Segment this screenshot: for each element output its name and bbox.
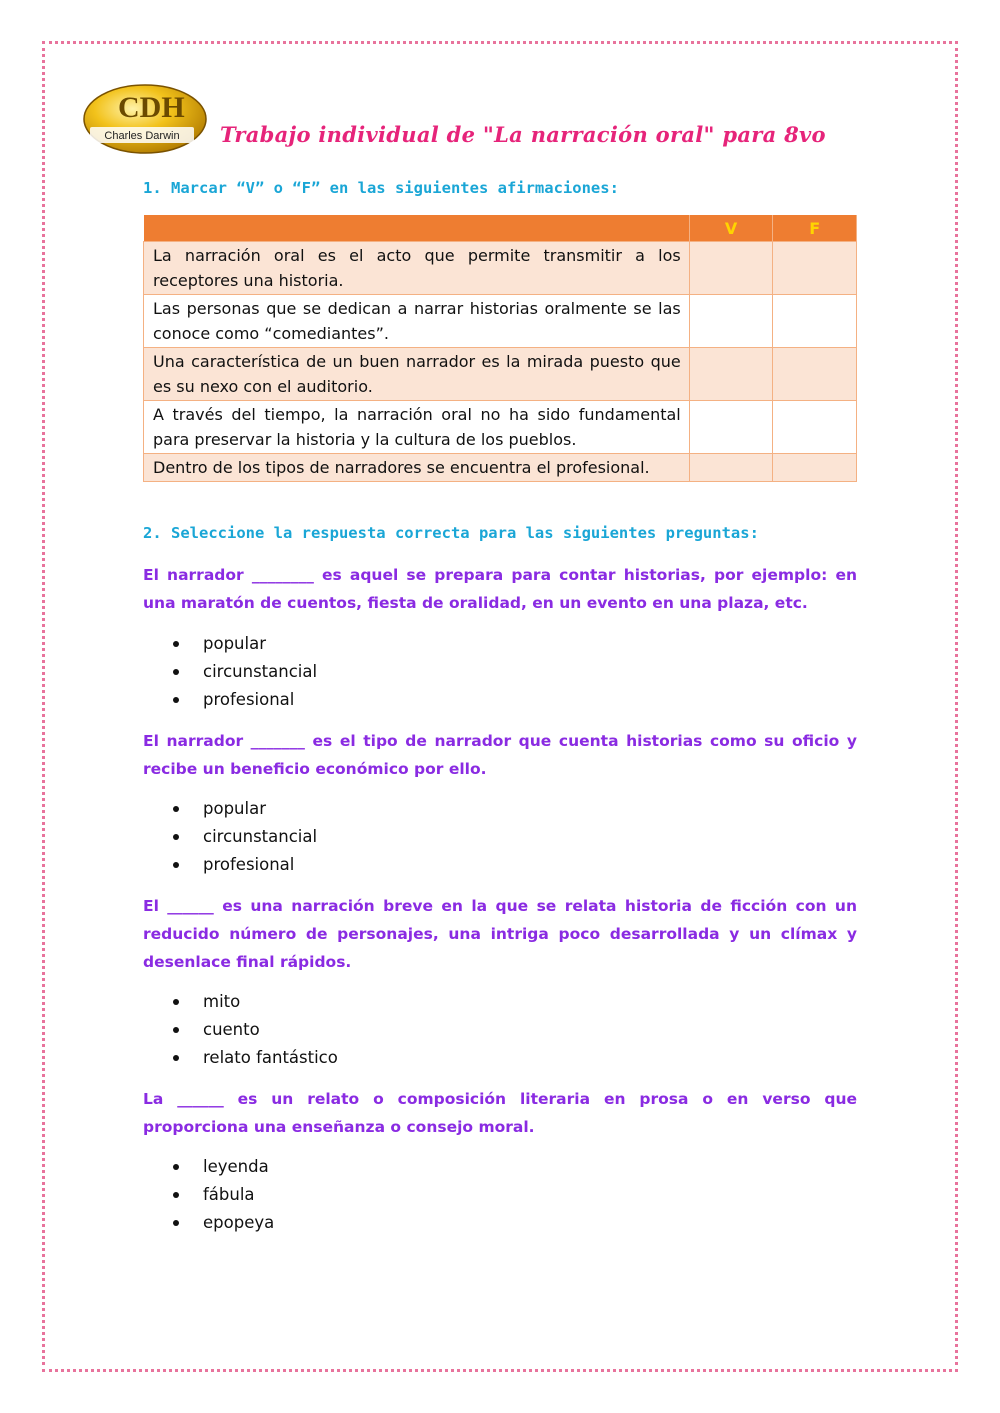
table-header-statement	[144, 215, 690, 242]
logo-monogram: CDH	[118, 91, 185, 124]
f-answer-cell[interactable]	[773, 348, 857, 401]
option-item[interactable]: profesional	[166, 686, 317, 714]
v-answer-cell[interactable]	[689, 348, 773, 401]
option-item[interactable]: fábula	[166, 1181, 274, 1209]
option-item[interactable]: popular	[166, 795, 317, 823]
option-item[interactable]: circunstancial	[166, 658, 317, 686]
option-item[interactable]: circunstancial	[166, 823, 317, 851]
statement-cell: Una característica de un buen narrador es la mirada puesto que es su nexo con el auditorio.	[144, 348, 690, 401]
option-item[interactable]: leyenda	[166, 1153, 274, 1181]
table-row	[144, 454, 857, 482]
v-answer-cell[interactable]	[689, 295, 773, 348]
option-item[interactable]: mito	[166, 988, 338, 1016]
option-item[interactable]: profesional	[166, 851, 317, 879]
statement-cell: Las personas que se dedican a narrar historias oralmente se las conoce como “comediantes”.	[144, 295, 690, 348]
school-logo	[82, 83, 208, 155]
page-title: Trabajo individual de "La narración oral" para 8vo	[220, 122, 826, 147]
table-header-f: F	[773, 215, 857, 242]
statement-cell: A través del tiempo, la narración oral no ha sido fundamental para preservar la historia y la cultura de los pueblos.	[144, 401, 690, 454]
true-false-table	[143, 215, 857, 482]
question-3: El ______ es una narración breve en la que se relata historia de ficción con un reducido número de personajes, una intriga poco desarrollada y un clímax y desenlace final rápidos.	[143, 897, 857, 971]
f-answer-cell[interactable]	[773, 295, 857, 348]
table-row	[144, 295, 857, 348]
table-row	[144, 348, 857, 401]
statement-cell: La narración oral es el acto que permite transmitir a los receptores una historia.	[144, 242, 690, 295]
v-answer-cell[interactable]	[689, 454, 773, 482]
options-list-1	[166, 630, 317, 714]
question-1: El narrador ________ es aquel se prepara para contar historias, por ejemplo: en una maratón de cuentos, fiesta de oralidad, en un evento en una plaza, etc.	[143, 566, 857, 612]
option-item[interactable]: cuento	[166, 1016, 338, 1044]
option-item[interactable]: epopeya	[166, 1209, 274, 1237]
question-2: El narrador _______ es el tipo de narrador que cuenta historias como su oficio y recibe un beneficio económico por ello.	[143, 732, 857, 778]
v-answer-cell[interactable]	[689, 242, 773, 295]
table-header-v: V	[689, 215, 773, 242]
options-list-4	[166, 1153, 274, 1237]
table-row	[144, 242, 857, 295]
f-answer-cell[interactable]	[773, 454, 857, 482]
statement-cell: Dentro de los tipos de narradores se encuentra el profesional.	[144, 454, 690, 482]
section1-heading: 1. Marcar “V” o “F” en las siguientes afirmaciones:	[143, 179, 619, 197]
f-answer-cell[interactable]	[773, 242, 857, 295]
question-4: La ______ es un relato o composición literaria en prosa o en verso que proporciona una enseñanza o consejo moral.	[143, 1090, 857, 1136]
table-row	[144, 401, 857, 454]
table-header-row	[144, 215, 857, 242]
options-list-2	[166, 795, 317, 879]
f-answer-cell[interactable]	[773, 401, 857, 454]
option-item[interactable]: relato fantástico	[166, 1044, 338, 1072]
section2-heading: 2. Seleccione la respuesta correcta para las siguientes preguntas:	[143, 524, 759, 542]
logo-name: Charles Darwin	[104, 130, 180, 142]
v-answer-cell[interactable]	[689, 401, 773, 454]
options-list-3	[166, 988, 338, 1072]
option-item[interactable]: popular	[166, 630, 317, 658]
